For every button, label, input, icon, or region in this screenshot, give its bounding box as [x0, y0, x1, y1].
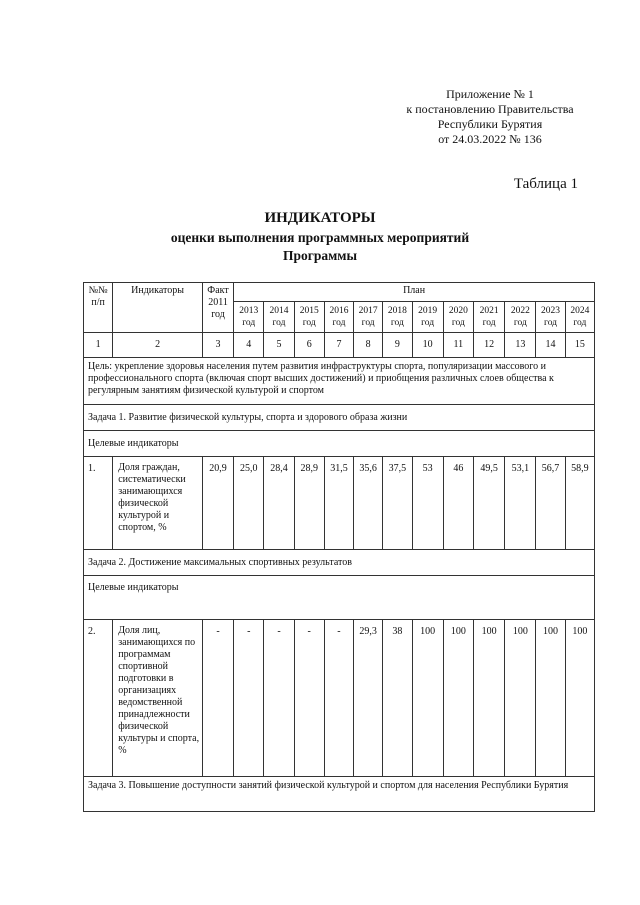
plan-value: 53,1	[505, 457, 536, 550]
task-row	[84, 405, 595, 431]
plan-value: 100	[565, 620, 594, 777]
plan-value: 38	[383, 620, 412, 777]
plan-value: 100	[505, 620, 536, 777]
plan-value: 37,5	[383, 457, 412, 550]
indicator-name: Доля лиц, занимающихся по программам спортивной подготовки в организациях ведомственной принадлежности физической культуры и спорта, %	[113, 620, 203, 777]
column-number: 13	[505, 333, 536, 358]
header-num: №№ п/п	[84, 283, 113, 333]
header-year: 2014 год	[264, 302, 294, 333]
table-label: Таблица 1	[513, 176, 578, 192]
appendix-line-2: к постановлению Правительства	[406, 102, 574, 116]
plan-value: 58,9	[565, 457, 594, 550]
fact-value: 20,9	[202, 457, 233, 550]
row-number: 2.	[84, 620, 113, 777]
header-year: 2022 год	[505, 302, 536, 333]
target-indicators-row	[84, 576, 595, 620]
column-number: 14	[536, 333, 565, 358]
column-number: 9	[383, 333, 412, 358]
column-number: 12	[473, 333, 504, 358]
plan-value: 31,5	[324, 457, 353, 550]
column-number: 6	[294, 333, 324, 358]
plan-value: -	[264, 620, 294, 777]
plan-value: 29,3	[354, 620, 383, 777]
header-year: 2021 год	[473, 302, 504, 333]
plan-value: 28,9	[294, 457, 324, 550]
column-number: 15	[565, 333, 594, 358]
header-year: 2020 год	[443, 302, 473, 333]
header-year: 2015 год	[294, 302, 324, 333]
plan-value: 25,0	[234, 457, 264, 550]
goal-row	[84, 358, 595, 405]
column-number: 5	[264, 333, 294, 358]
header-year: 2019 год	[412, 302, 443, 333]
column-number: 7	[324, 333, 353, 358]
appendix-reference	[380, 87, 600, 147]
plan-value: 46	[443, 457, 473, 550]
target-indicators-label: Целевые индикаторы	[84, 576, 595, 620]
header-year: 2023 год	[536, 302, 565, 333]
column-number: 3	[202, 333, 233, 358]
task-1-text: Задача 1. Развитие физической культуры, спорта и здорового образа жизни	[84, 405, 595, 431]
plan-value: 49,5	[473, 457, 504, 550]
plan-value: 100	[473, 620, 504, 777]
plan-value: 100	[443, 620, 473, 777]
column-number: 10	[412, 333, 443, 358]
appendix-line-3: Республики Бурятия	[437, 117, 543, 131]
indicator-name: Доля граждан, систематически занимающихся физической культурой и спортом, %	[113, 457, 203, 550]
header-indicators: Индикаторы	[113, 283, 203, 333]
indicators-table	[83, 282, 595, 812]
plan-value: 53	[412, 457, 443, 550]
document-subtitle: оценки выполнения программных мероприятий	[170, 230, 470, 245]
task-3-text: Задача 3. Повышение доступности занятий физической культурой и спортом для населения Республики Бурятия	[84, 777, 595, 812]
plan-value: -	[294, 620, 324, 777]
row-number: 1.	[84, 457, 113, 550]
column-number: 2	[113, 333, 203, 358]
header-row	[84, 283, 595, 302]
task-row	[84, 777, 595, 812]
column-number-row	[84, 333, 595, 358]
plan-value: 35,6	[354, 457, 383, 550]
document-subtitle-2: Программы	[282, 248, 358, 263]
plan-value: 28,4	[264, 457, 294, 550]
appendix-line-1: Приложение № 1	[446, 87, 534, 101]
header-fact: Факт 2011 год	[202, 283, 233, 333]
column-number: 1	[84, 333, 113, 358]
task-row	[84, 550, 595, 576]
header-year: 2016 год	[324, 302, 353, 333]
fact-value: -	[202, 620, 233, 777]
target-indicators-label: Целевые индикаторы	[84, 431, 595, 457]
plan-value: 100	[536, 620, 565, 777]
document-title: ИНДИКАТОРЫ	[264, 210, 376, 226]
indicator-row-2	[84, 620, 595, 777]
header-year: 2013 год	[234, 302, 264, 333]
target-indicators-row	[84, 431, 595, 457]
header-year: 2018 год	[383, 302, 412, 333]
plan-value: -	[234, 620, 264, 777]
header-year: 2024 год	[565, 302, 594, 333]
task-2-text: Задача 2. Достижение максимальных спортивных результатов	[84, 550, 595, 576]
plan-value: 56,7	[536, 457, 565, 550]
header-year: 2017 год	[354, 302, 383, 333]
plan-value: -	[324, 620, 353, 777]
indicator-row-1	[84, 457, 595, 550]
plan-value: 100	[412, 620, 443, 777]
column-number: 11	[443, 333, 473, 358]
column-number: 4	[234, 333, 264, 358]
goal-text: Цель: укрепление здоровья населения путем развития инфраструктуры спорта, популяризации массового и профессионального спорта (включая спорт высших достижений) и приобщения различных слоев общества к регулярным занятиям физической культурой и спортом	[84, 358, 595, 405]
appendix-line-4: от 24.03.2022 № 136	[438, 132, 542, 146]
header-plan: План	[234, 283, 595, 302]
column-number: 8	[354, 333, 383, 358]
